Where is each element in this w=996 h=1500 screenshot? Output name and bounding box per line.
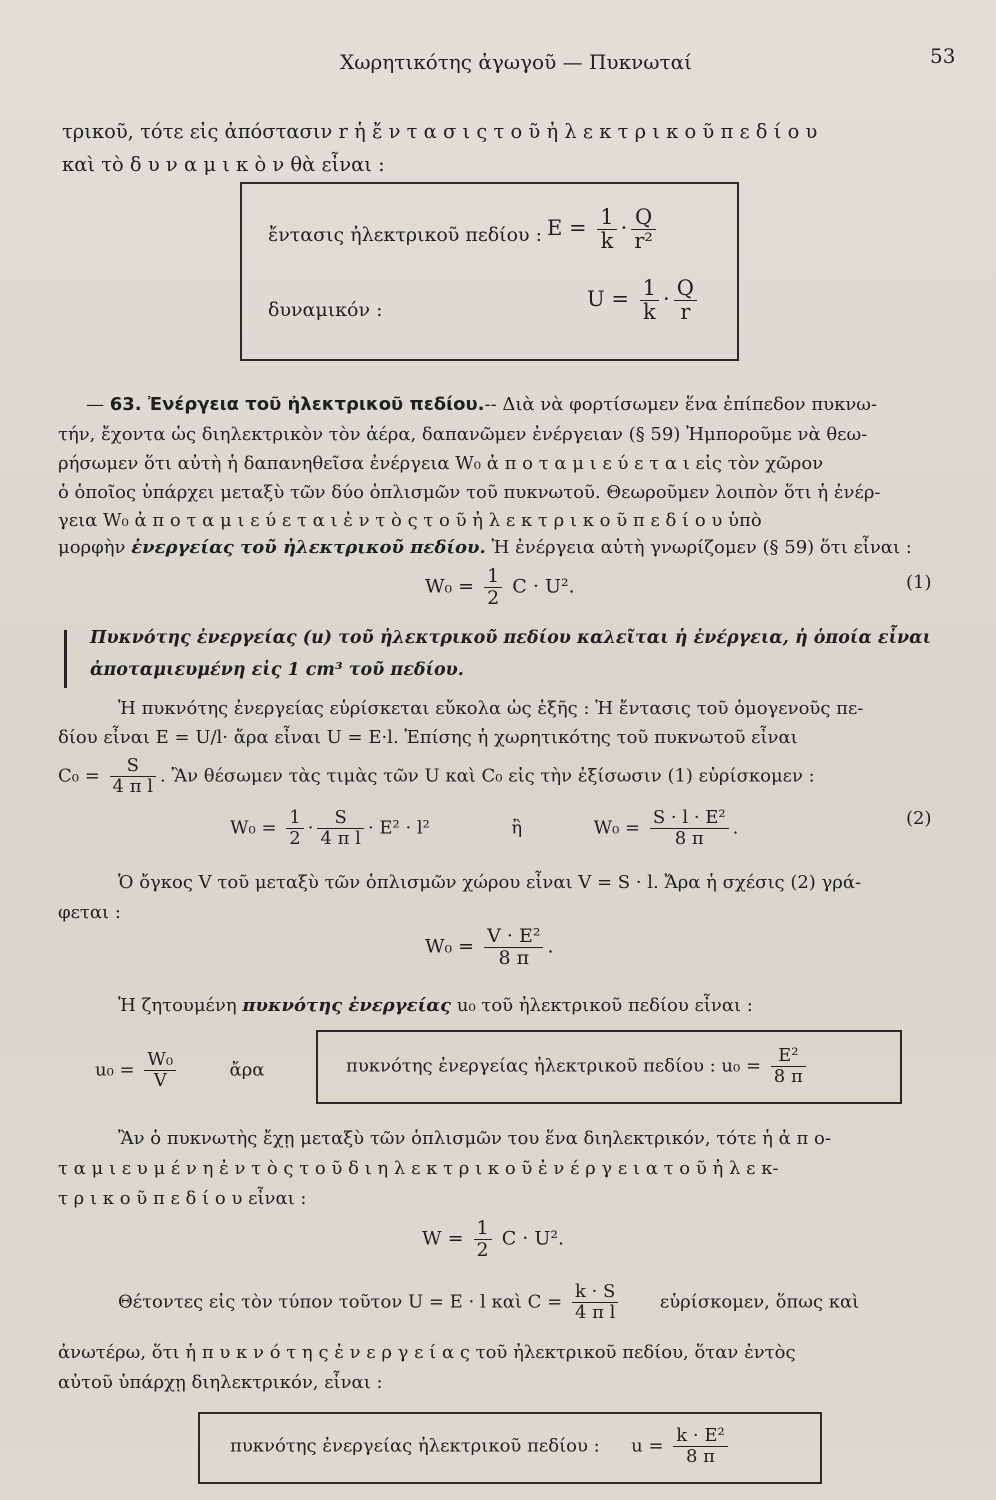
- frac-num: E²: [771, 1046, 806, 1067]
- frac-den: r: [680, 300, 691, 325]
- frac-num: 1: [597, 206, 616, 230]
- section-p1-l2: τήν, ἔχοντα ὡς διηλεκτρικὸν τὸν ἀέρα, δαπανῶμεν ἐνέργειαν (§ 59) Ἠμποροῦμε νὰ θεω-: [58, 424, 868, 445]
- fraction-kS-over-4pil: [572, 1282, 618, 1323]
- frac-den: 8 π: [773, 1065, 803, 1087]
- frac-num: Q: [674, 277, 697, 301]
- frac-num: 1: [474, 1218, 492, 1240]
- eq-rhs: C · U².: [501, 1227, 565, 1250]
- p5-l1: Ἂν ὁ πυκνωτὴς ἔχῃ μεταξὺ τῶν ὁπλισμῶν του ἕνα διηλεκτρικόν, τότε ἡ ἀ π ο-: [118, 1128, 831, 1149]
- intro-line-1: τρικοῦ, τότε εἰς ἀπόστασιν r ἡ ἔ ν τ α σ ι ς τ ο ῦ ἠ λ ε κ τ ρ ι κ ο ῦ π ε δ ί ο υ: [62, 120, 818, 143]
- equation-4: [95, 1050, 264, 1091]
- p4-line: [118, 995, 753, 1016]
- frac-den: r²: [634, 229, 653, 254]
- frac-den: k: [642, 300, 656, 325]
- formula-box-field: [240, 182, 739, 361]
- p2-l3: [58, 756, 815, 797]
- frac-num: 1: [286, 808, 303, 829]
- dot: ·: [620, 216, 628, 241]
- frac-num: 1: [640, 277, 659, 301]
- text: Θέτοντες εἰς τὸν τύπον τοῦτον U = E · l καὶ C =: [118, 1291, 563, 1313]
- equation-number-1: (1): [906, 572, 932, 593]
- intro-line-2: καὶ τὸ δ υ ν α μ ι κ ὸ ν θὰ εἶναι :: [62, 153, 385, 176]
- p3-l1: Ὁ ὄγκος V τοῦ μεταξὺ τῶν ὁπλισμῶν χώρου εἶναι V = S · l. Ἄρα ἡ σχέσις (2) γρά-: [118, 872, 862, 893]
- definition-rule: [64, 630, 67, 688]
- frac-num: V · E²: [484, 926, 543, 948]
- emphasis: πυκνότης ἐνεργείας: [242, 995, 452, 1016]
- field-intensity-label: ἔντασις ἠλεκτρικοῦ πεδίου :: [268, 224, 543, 246]
- therefore-word: ἄρα: [229, 1059, 265, 1081]
- period: .: [547, 935, 554, 958]
- box-label: πυκνότης ἐνεργείας ἠλεκτρικοῦ πεδίου :: [230, 1435, 600, 1457]
- p5-l3: τ ρ ι κ ο ῦ π ε δ ί ο υ εἶναι :: [58, 1188, 307, 1209]
- eq-lhs: W =: [422, 1227, 464, 1250]
- section-p1-l5: γεια W₀ ἀ π ο τ α μ ι ε ύ ε τ α ι ἐ ν τ ὸ ς τ ο ῦ ἠ λ ε κ τ ρ ι κ ο ῦ π ε δ ί ο υ ὑπὸ: [58, 510, 762, 531]
- section-p1-l3: ρήσωμεν ὅτι αὐτὴ ἡ δαπανηθεῖσα ἐνέργεια W₀ ἀ π ο τ α μ ι ε ύ ε τ α ι εἰς τὸν χῶρον: [58, 453, 824, 474]
- frac-num: k · E²: [673, 1426, 727, 1447]
- formula-box-final: [198, 1412, 822, 1484]
- frac-den: 2: [289, 827, 301, 849]
- p5-l2: τ α μ ι ε υ μ έ ν η ἐ ν τ ὸ ς τ ο ῦ δ ι η λ ε κ τ ρ ι κ ο ῦ ἐ ν έ ρ γ ε ι α τ ο ῦ ἠ λ ε κ-: [58, 1158, 779, 1179]
- p6-l1: [118, 1282, 859, 1323]
- p6-l2: ἀνωτέρω, ὅτι ἡ π υ κ ν ό τ η ς ἐ ν ε ρ γ ε ί α ς τοῦ ἠλεκτρικοῦ πεδίου, ὅταν ἐντὸς: [58, 1342, 796, 1363]
- emphasis: ἐνεργείας τοῦ ἠλεκτρικοῦ πεδίου.: [131, 537, 486, 558]
- running-head: Χωρητικότης ἀγωγοῦ — Πυκνωταί: [340, 50, 692, 74]
- field-intensity-lhs: E =: [547, 216, 587, 241]
- fraction-E2-over-8pi: [771, 1046, 806, 1087]
- period: .: [732, 817, 739, 839]
- formula-box-energy-density: [316, 1030, 902, 1104]
- fraction-s-over-4pil: [317, 808, 363, 849]
- final-formula: [230, 1426, 732, 1467]
- section-heading-line: [86, 394, 877, 415]
- p2-l1: Ἡ πυκνότης ἐνεργείας εὑρίσκεται εὔκολα ὡς ἑξῆς : Ἡ ἔντασις τοῦ ὁμογενοῦς πε-: [118, 698, 864, 719]
- frac-den: V: [153, 1069, 167, 1091]
- box-lhs: u₀ =: [721, 1055, 762, 1077]
- frac-den: k: [600, 229, 614, 254]
- potential-lhs: U =: [587, 287, 629, 312]
- text: μορφὴν: [58, 537, 126, 558]
- box-lhs: u =: [631, 1435, 664, 1457]
- frac-den: 4 π l: [112, 775, 154, 797]
- p3-l2: φεται :: [58, 902, 121, 923]
- frac-num: k · S: [572, 1282, 618, 1303]
- section-p1-l4: ὁ ὁποῖος ὑπάρχει μεταξὺ τῶν δύο ὁπλισμῶν τοῦ πυκνωτοῦ. Θεωροῦμεν λοιπὸν ὅτι ἡ ἐνέρ-: [58, 482, 881, 503]
- eq-lhs: W₀ =: [425, 575, 475, 598]
- frac-den: 2: [476, 1238, 489, 1261]
- definition-text: Πυκνότης ἐνεργείας (u) τοῦ ἠλεκτρικοῦ πεδίου καλεῖται ἡ ἐνέργεια, ἡ ὁποία εἶναι: [90, 628, 932, 648]
- p6-l3: αὐτοῦ ὑπάρχῃ διηλεκτρικόν, εἶναι :: [58, 1372, 383, 1393]
- section-p1-l1: -- Διὰ νὰ φορτίσωμεν ἕνα ἐπίπεδον πυκνω-: [484, 394, 878, 415]
- eq-tail: · E² · l²: [367, 817, 430, 839]
- frac-den: 8 π: [498, 946, 530, 969]
- section-p1-l6: [58, 537, 912, 558]
- text: Ἡ ζητουμένη: [118, 995, 237, 1016]
- definition-l2: [90, 660, 464, 680]
- frac-num: W₀: [144, 1050, 176, 1071]
- frac-num: S: [317, 808, 363, 829]
- eq-lhs: W₀ =: [230, 817, 277, 839]
- field-intensity-formula: [547, 206, 660, 253]
- frac-num: Q: [631, 206, 655, 230]
- frac-den: 4 π l: [320, 827, 361, 849]
- equation-1: [425, 566, 575, 609]
- frac-num: 1: [484, 566, 502, 588]
- equation-number-2: (2): [906, 808, 932, 829]
- eq-lhs: u₀ =: [95, 1059, 135, 1081]
- text: . Ἂν θέσωμεν τὰς τιμὰς τῶν U καὶ C₀ εἰς τὴν ἐξίσωσιν (1) εὑρίσκομεν :: [160, 765, 815, 787]
- fraction-slE2-over-8pi: [650, 808, 729, 849]
- dot: ·: [663, 287, 670, 312]
- fraction-one-over-k: [597, 206, 616, 253]
- definition-l1: [90, 628, 931, 648]
- frac-den: 2: [487, 586, 500, 609]
- fraction-kE2-over-8pi: [673, 1426, 727, 1467]
- p2-l2: δίου εἶναι E = U/l· ἄρα εἶναι U = E·l. Ἐπίσης ἡ χωρητικότης τοῦ πυκνωτοῦ εἶναι: [58, 727, 798, 748]
- equation-3: [425, 926, 554, 969]
- fraction-half: [474, 1218, 492, 1261]
- fraction-q-over-r2: [631, 206, 655, 253]
- page-number: 53: [930, 44, 956, 68]
- eq-lhs: W₀ =: [425, 935, 475, 958]
- fraction-VE2-over-8pi: [484, 926, 543, 969]
- frac-den: 8 π: [674, 827, 704, 849]
- section-dash: —: [86, 394, 104, 415]
- eq-rhs: C · U².: [512, 575, 575, 598]
- frac-den: 8 π: [686, 1445, 716, 1467]
- frac-num: S: [110, 756, 156, 777]
- frac-num: S · l · E²: [650, 808, 729, 829]
- box-label: πυκνότης ἐνεργείας ἠλεκτρικοῦ πεδίου :: [346, 1055, 716, 1077]
- eq-lhs: W₀ =: [593, 817, 641, 839]
- potential-label: δυναμικόν :: [268, 299, 383, 321]
- dot: ·: [307, 817, 314, 839]
- fraction-q-over-r: [674, 277, 697, 324]
- text: u₀ τοῦ ἠλεκτρικοῦ πεδίου εἶναι :: [456, 995, 753, 1016]
- fraction-half: [484, 566, 502, 609]
- fraction-s-over-4pil: [110, 756, 156, 797]
- potential-formula: [587, 277, 701, 324]
- fraction-one-over-k: [640, 277, 659, 324]
- equation-2: [230, 808, 738, 849]
- c0-lhs: C₀ =: [58, 765, 100, 787]
- equation-5: [422, 1218, 564, 1261]
- text: Ἡ ἐνέργεια αὐτὴ γνωρίζομεν (§ 59) ὅτι εἶναι :: [491, 537, 912, 558]
- text: εὑρίσκομεν, ὅπως καὶ: [659, 1291, 860, 1313]
- section-title: 63. Ἐνέργεια τοῦ ἠλεκτρικοῦ πεδίου.: [109, 394, 485, 415]
- frac-den: 4 π l: [574, 1301, 616, 1323]
- energy-density-formula: [346, 1046, 810, 1087]
- or-word: ἢ: [511, 817, 523, 839]
- fraction-W0-over-V: [144, 1050, 176, 1091]
- fraction-half: [286, 808, 303, 849]
- definition-text: ἀποταμιευμένη εἰς 1 cm³ τοῦ πεδίου.: [90, 660, 464, 680]
